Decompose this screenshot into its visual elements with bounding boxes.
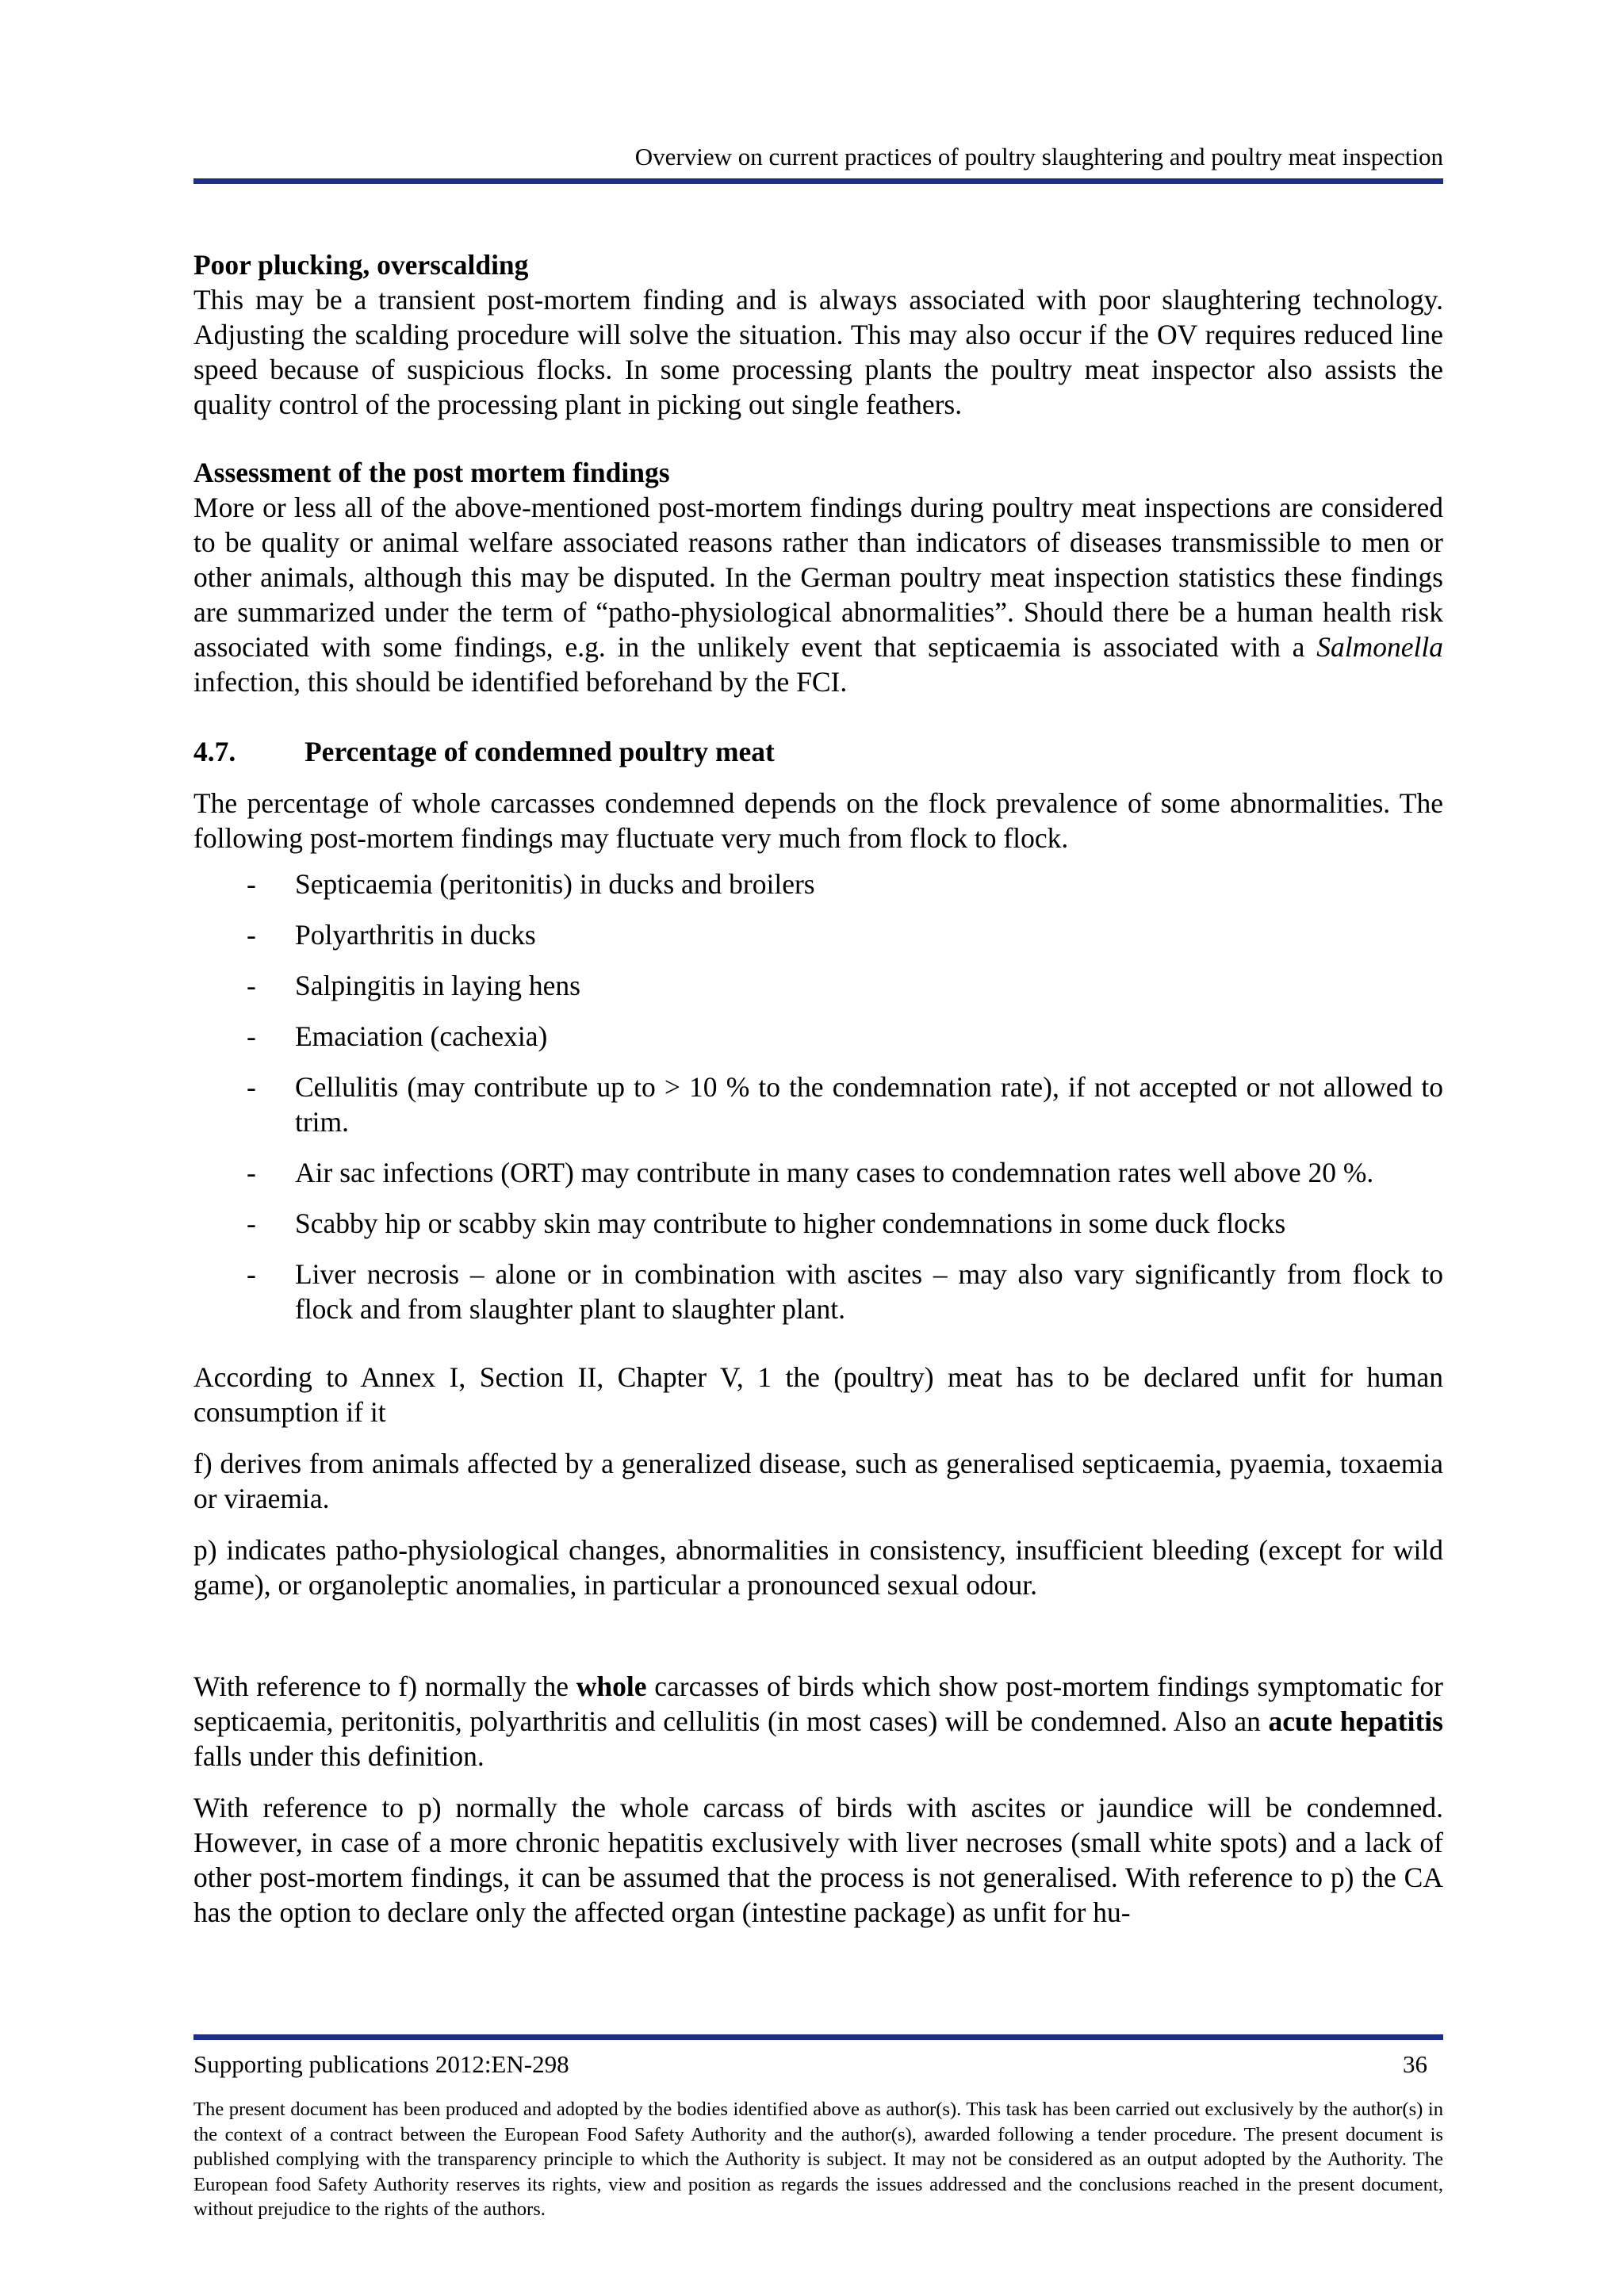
page-number: 36	[1403, 2050, 1427, 2078]
list-dash: -	[247, 1157, 256, 1188]
list-item: - Salpingitis in laying hens	[247, 970, 580, 1001]
list-item: - Liver necrosis – alone or in combination with ascites – may also vary significantly from flock to flock and from slaughter plant to slaughter plant.	[247, 1258, 1443, 1325]
plucking-paragraph: This may be a transient post-mortem finding and is always associated with poor slaughtering technology. Adjusting the scalding procedure will solve the situation. This may also occur if the OV requires reduced line speed because of suspicious flocks. In some processing plants the poultry meat inspector also assists the quality control of the processing plant in picking out single feathers.	[193, 284, 1443, 420]
footer-rule	[193, 2034, 1443, 2040]
list-dash: -	[247, 1071, 256, 1103]
list-item: - Air sac infections (ORT) may contribute in many cases to condemnation rates well above 20 %.	[247, 1157, 1374, 1188]
assessment-text-after: infection, this should be identified beforehand by the FCI.	[193, 666, 848, 698]
list-dash: -	[247, 970, 256, 1001]
list-item: - Scabby hip or scabby skin may contribute to higher condemnations in some duck flocks	[247, 1207, 1286, 1239]
disclaimer-text: The present document has been produced and adopted by the bodies identified above as author(s). This task has been carried out exclusively by the author(s) in the context of a contract between the European Food Safety Authority and the author(s), awarded following a tender procedure. The present document is published complying with the transparency principle to which the Authority is subject. It may not be considered as an output adopted by the Authority. The European food Safety Authority reserves its rights, view and position as regards the issues addressed and the conclusions reached in the present document, without prejudice to the rights of the authors.	[193, 2099, 1443, 2220]
section-number: 4.7.	[193, 736, 236, 767]
running-header: Overview on current practices of poultry slaughtering and poultry meat inspection	[634, 143, 1443, 170]
bold-whole: whole	[576, 1670, 647, 1702]
assessment-text-before: More or less all of the above-mentioned post-mortem findings during poultry meat inspections are considered to be quality or animal welfare associated reasons rather than indicators of diseases transmissible to men or other animals, although this may be disputed. In the German poultry meat inspection statistics these findings are summarized under the term of “patho-physiological abnormalities”. Should there be a human health risk associated with some findings, e.g. in the unlikely event that septicaemia is associated with a	[193, 492, 1443, 663]
list-item: - Cellulitis (may contribute up to > 10 % to the condemnation rate), if not accepted or not allowed to trim.	[247, 1071, 1443, 1138]
page-body	[193, 247, 1443, 1930]
findings-list	[193, 867, 1443, 1326]
reference-p-paragraph: With reference to p) normally the whole carcass of birds with ascites or jaundice will be condemned. However, in case of a more chronic hepatitis exclusively with liver necroses (small white spots) and a lack of other post-mortem findings, it can be assumed that the process is not generalised. With reference to p) the CA has the option to declare only the affected organ (intestine package) as unfit for hu-	[193, 1792, 1443, 1928]
point-p-paragraph: p) indicates patho-physiological changes, abnormalities in consistency, insufficient bleeding (except for wild game), or organoleptic anomalies, in particular a pronounced sexual odour.	[193, 1534, 1443, 1601]
list-dash: -	[247, 1020, 256, 1052]
list-dash: -	[247, 1207, 256, 1239]
assessment-paragraph	[193, 490, 1443, 699]
section-intro: The percentage of whole carcasses condemned depends on the flock prevalence of some abnormalities. The following post-mortem findings may fluctuate very much from flock to flock.	[193, 787, 1443, 854]
list-dash: -	[247, 919, 256, 951]
list-item: - Polyarthritis in ducks	[247, 919, 536, 951]
point-f-paragraph: f) derives from animals affected by a generalized disease, such as generalised septicaemia, pyaemia, toxaemia or viraemia.	[193, 1448, 1443, 1514]
section-heading	[193, 734, 1443, 769]
list-item: - Emaciation (cachexia)	[247, 1020, 548, 1052]
assessment-italic: Salmonella	[1316, 631, 1443, 663]
list-item: - Septicaemia (peritonitis) in ducks and broilers	[247, 868, 815, 900]
publication-reference: Supporting publications 2012:EN-298	[193, 2050, 569, 2078]
list-dash: -	[247, 868, 256, 900]
plucking-heading: Poor plucking, overscalding	[193, 249, 529, 281]
reference-f-paragraph: With reference to f) normally the whole carcasses of birds which show post-mortem findings symptomatic for septicaemia, peritonitis, polyarthritis and cellulitis (in most cases) will be condemned. Also an acute hepatitis falls under this definition.	[193, 1670, 1443, 1772]
bold-acute-hepatitis: acute hepatitis	[1268, 1705, 1443, 1737]
assessment-heading: Assessment of the post mortem findings	[193, 457, 670, 488]
list-dash: -	[247, 1258, 256, 1290]
header-rule	[193, 178, 1443, 184]
annex-paragraph: According to Annex I, Section II, Chapter V, 1 the (poultry) meat has to be declared unfit for human consumption if it	[193, 1361, 1443, 1428]
section-title: Percentage of condemned poultry meat	[304, 736, 775, 767]
